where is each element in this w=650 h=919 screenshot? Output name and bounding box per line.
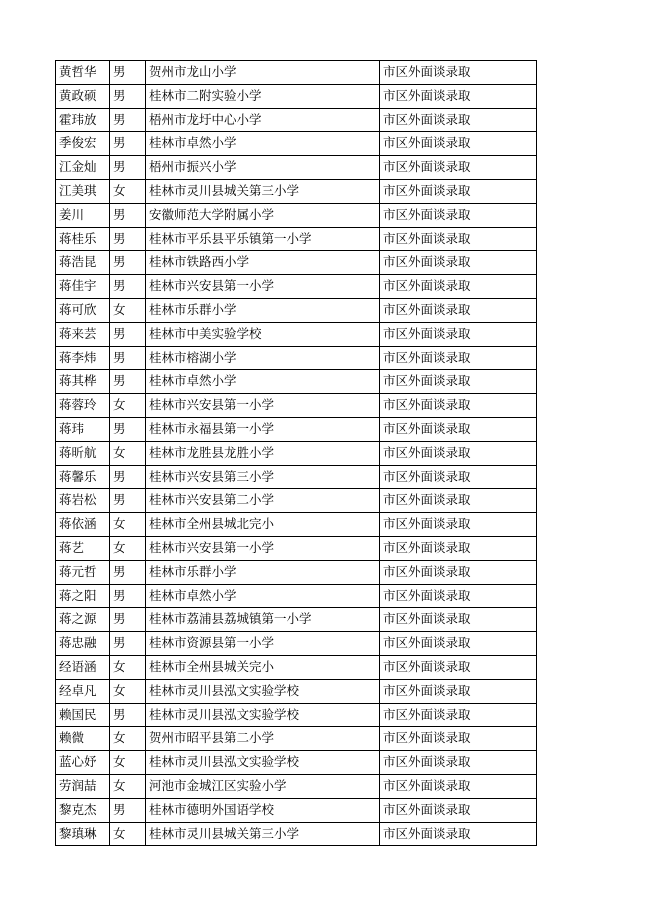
student-name-cell: 蒋忠融 <box>56 632 110 656</box>
admission-result-cell: 市区外面谈录取 <box>380 84 537 108</box>
table-row <box>56 251 537 275</box>
admission-result-cell: 市区外面谈录取 <box>380 298 537 322</box>
table-row <box>56 370 537 394</box>
school-cell: 桂林市灵川县城关第三小学 <box>146 179 380 203</box>
school-cell: 桂林市平乐县平乐镇第一小学 <box>146 227 380 251</box>
admission-result-cell: 市区外面谈录取 <box>380 203 537 227</box>
admission-result-cell: 市区外面谈录取 <box>380 679 537 703</box>
gender-cell: 女 <box>110 298 146 322</box>
gender-cell: 男 <box>110 560 146 584</box>
admission-result-cell: 市区外面谈录取 <box>380 703 537 727</box>
admission-result-cell: 市区外面谈录取 <box>380 536 537 560</box>
admission-result-cell: 市区外面谈录取 <box>380 251 537 275</box>
gender-cell: 男 <box>110 417 146 441</box>
table-row <box>56 203 537 227</box>
gender-cell: 男 <box>110 798 146 822</box>
admission-result-cell: 市区外面谈录取 <box>380 632 537 656</box>
table-row <box>56 513 537 537</box>
school-cell: 桂林市卓然小学 <box>146 370 380 394</box>
table-row <box>56 584 537 608</box>
gender-cell: 男 <box>110 84 146 108</box>
gender-cell: 男 <box>110 322 146 346</box>
student-name-cell: 蒋玮 <box>56 417 110 441</box>
admission-result-cell: 市区外面谈录取 <box>380 108 537 132</box>
gender-cell: 男 <box>110 703 146 727</box>
student-name-cell: 蒋岩松 <box>56 489 110 513</box>
gender-cell: 女 <box>110 751 146 775</box>
table-row <box>56 394 537 418</box>
school-cell: 桂林市兴安县第二小学 <box>146 489 380 513</box>
school-cell: 桂林市德明外国语学校 <box>146 798 380 822</box>
gender-cell: 男 <box>110 61 146 85</box>
table-row <box>56 346 537 370</box>
school-cell: 桂林市兴安县第三小学 <box>146 465 380 489</box>
gender-cell: 男 <box>110 132 146 156</box>
gender-cell: 男 <box>110 346 146 370</box>
admission-result-cell: 市区外面谈录取 <box>380 179 537 203</box>
table-row <box>56 61 537 85</box>
school-cell: 桂林市中美实验学校 <box>146 322 380 346</box>
admission-result-cell: 市区外面谈录取 <box>380 727 537 751</box>
gender-cell: 男 <box>110 632 146 656</box>
admission-result-cell: 市区外面谈录取 <box>380 513 537 537</box>
table-row <box>56 441 537 465</box>
school-cell: 桂林市灵川县泓文实验学校 <box>146 751 380 775</box>
school-cell: 梧州市振兴小学 <box>146 156 380 180</box>
student-name-cell: 蒋可欣 <box>56 298 110 322</box>
school-cell: 桂林市卓然小学 <box>146 132 380 156</box>
table-row <box>56 536 537 560</box>
gender-cell: 女 <box>110 513 146 537</box>
school-cell: 桂林市铁路西小学 <box>146 251 380 275</box>
gender-cell: 男 <box>110 275 146 299</box>
admission-result-cell: 市区外面谈录取 <box>380 751 537 775</box>
student-name-cell: 姜川 <box>56 203 110 227</box>
admission-result-cell: 市区外面谈录取 <box>380 370 537 394</box>
school-cell: 梧州市龙圩中心小学 <box>146 108 380 132</box>
admission-result-cell: 市区外面谈录取 <box>380 489 537 513</box>
table-row <box>56 132 537 156</box>
student-name-cell: 蒋蓉玲 <box>56 394 110 418</box>
school-cell: 安徽师范大学附属小学 <box>146 203 380 227</box>
gender-cell: 男 <box>110 156 146 180</box>
admission-result-cell: 市区外面谈录取 <box>380 608 537 632</box>
table-row <box>56 465 537 489</box>
school-cell: 桂林市灵川县泓文实验学校 <box>146 679 380 703</box>
school-cell: 桂林市荔浦县荔城镇第一小学 <box>146 608 380 632</box>
student-name-cell: 蒋依涵 <box>56 513 110 537</box>
table-row <box>56 156 537 180</box>
table-row <box>56 608 537 632</box>
school-cell: 桂林市全州县城北完小 <box>146 513 380 537</box>
table-row <box>56 655 537 679</box>
gender-cell: 女 <box>110 441 146 465</box>
student-name-cell: 季俊宏 <box>56 132 110 156</box>
school-cell: 桂林市全州县城关完小 <box>146 655 380 679</box>
table-row <box>56 179 537 203</box>
student-name-cell: 蓝心妤 <box>56 751 110 775</box>
admission-table <box>55 60 537 846</box>
school-cell: 桂林市灵川县城关第三小学 <box>146 822 380 846</box>
school-cell: 桂林市兴安县第一小学 <box>146 394 380 418</box>
admission-result-cell: 市区外面谈录取 <box>380 822 537 846</box>
gender-cell: 女 <box>110 727 146 751</box>
student-name-cell: 蒋之阳 <box>56 584 110 608</box>
school-cell: 桂林市资源县第一小学 <box>146 632 380 656</box>
gender-cell: 男 <box>110 108 146 132</box>
school-cell: 桂林市卓然小学 <box>146 584 380 608</box>
school-cell: 贺州市龙山小学 <box>146 61 380 85</box>
admission-result-cell: 市区外面谈录取 <box>380 394 537 418</box>
student-name-cell: 蒋之源 <box>56 608 110 632</box>
student-name-cell: 江金灿 <box>56 156 110 180</box>
gender-cell: 男 <box>110 251 146 275</box>
admission-result-cell: 市区外面谈录取 <box>380 156 537 180</box>
school-cell: 桂林市兴安县第一小学 <box>146 275 380 299</box>
table-row <box>56 84 537 108</box>
gender-cell: 女 <box>110 774 146 798</box>
school-cell: 桂林市兴安县第一小学 <box>146 536 380 560</box>
school-cell: 河池市金城江区实验小学 <box>146 774 380 798</box>
student-name-cell: 蒋李炜 <box>56 346 110 370</box>
gender-cell: 男 <box>110 608 146 632</box>
student-name-cell: 蒋元哲 <box>56 560 110 584</box>
student-name-cell: 经卓凡 <box>56 679 110 703</box>
gender-cell: 女 <box>110 655 146 679</box>
student-name-cell: 经语涵 <box>56 655 110 679</box>
table-row <box>56 275 537 299</box>
school-cell: 桂林市乐群小学 <box>146 298 380 322</box>
student-name-cell: 蒋桂乐 <box>56 227 110 251</box>
admission-result-cell: 市区外面谈录取 <box>380 275 537 299</box>
admission-result-cell: 市区外面谈录取 <box>380 227 537 251</box>
admission-result-cell: 市区外面谈录取 <box>380 441 537 465</box>
student-name-cell: 蒋昕航 <box>56 441 110 465</box>
table-row <box>56 679 537 703</box>
table-row <box>56 727 537 751</box>
student-name-cell: 江美琪 <box>56 179 110 203</box>
student-name-cell: 蒋艺 <box>56 536 110 560</box>
school-cell: 桂林市灵川县泓文实验学校 <box>146 703 380 727</box>
student-name-cell: 黎克杰 <box>56 798 110 822</box>
school-cell: 贺州市昭平县第二小学 <box>146 727 380 751</box>
admission-result-cell: 市区外面谈录取 <box>380 560 537 584</box>
gender-cell: 女 <box>110 679 146 703</box>
student-name-cell: 黄政硕 <box>56 84 110 108</box>
gender-cell: 男 <box>110 370 146 394</box>
gender-cell: 男 <box>110 489 146 513</box>
student-name-cell: 蒋馨乐 <box>56 465 110 489</box>
gender-cell: 女 <box>110 536 146 560</box>
school-cell: 桂林市二附实验小学 <box>146 84 380 108</box>
admission-result-cell: 市区外面谈录取 <box>380 417 537 441</box>
admission-result-cell: 市区外面谈录取 <box>380 61 537 85</box>
table-row <box>56 798 537 822</box>
gender-cell: 男 <box>110 203 146 227</box>
table-row <box>56 751 537 775</box>
student-name-cell: 蒋佳宇 <box>56 275 110 299</box>
school-cell: 桂林市永福县第一小学 <box>146 417 380 441</box>
gender-cell: 女 <box>110 179 146 203</box>
student-name-cell: 蒋来芸 <box>56 322 110 346</box>
table-row <box>56 560 537 584</box>
student-name-cell: 赖国民 <box>56 703 110 727</box>
admission-table-body <box>56 61 537 846</box>
table-row <box>56 417 537 441</box>
gender-cell: 女 <box>110 394 146 418</box>
table-row <box>56 322 537 346</box>
admission-result-cell: 市区外面谈录取 <box>380 465 537 489</box>
student-name-cell: 蒋浩昆 <box>56 251 110 275</box>
student-name-cell: 黎瑱琳 <box>56 822 110 846</box>
admission-result-cell: 市区外面谈录取 <box>380 584 537 608</box>
admission-result-cell: 市区外面谈录取 <box>380 655 537 679</box>
admission-result-cell: 市区外面谈录取 <box>380 798 537 822</box>
table-row <box>56 227 537 251</box>
admission-result-cell: 市区外面谈录取 <box>380 774 537 798</box>
admission-result-cell: 市区外面谈录取 <box>380 346 537 370</box>
admission-result-cell: 市区外面谈录取 <box>380 322 537 346</box>
student-name-cell: 劳润喆 <box>56 774 110 798</box>
gender-cell: 男 <box>110 465 146 489</box>
gender-cell: 男 <box>110 227 146 251</box>
student-name-cell: 黄哲华 <box>56 61 110 85</box>
student-name-cell: 赖微 <box>56 727 110 751</box>
school-cell: 桂林市龙胜县龙胜小学 <box>146 441 380 465</box>
table-row <box>56 108 537 132</box>
table-row <box>56 632 537 656</box>
table-row <box>56 298 537 322</box>
school-cell: 桂林市乐群小学 <box>146 560 380 584</box>
admission-result-cell: 市区外面谈录取 <box>380 132 537 156</box>
table-row <box>56 703 537 727</box>
school-cell: 桂林市榕湖小学 <box>146 346 380 370</box>
table-row <box>56 489 537 513</box>
table-row <box>56 822 537 846</box>
gender-cell: 女 <box>110 822 146 846</box>
table-row <box>56 774 537 798</box>
student-name-cell: 蒋其桦 <box>56 370 110 394</box>
student-name-cell: 霍玮放 <box>56 108 110 132</box>
gender-cell: 男 <box>110 584 146 608</box>
